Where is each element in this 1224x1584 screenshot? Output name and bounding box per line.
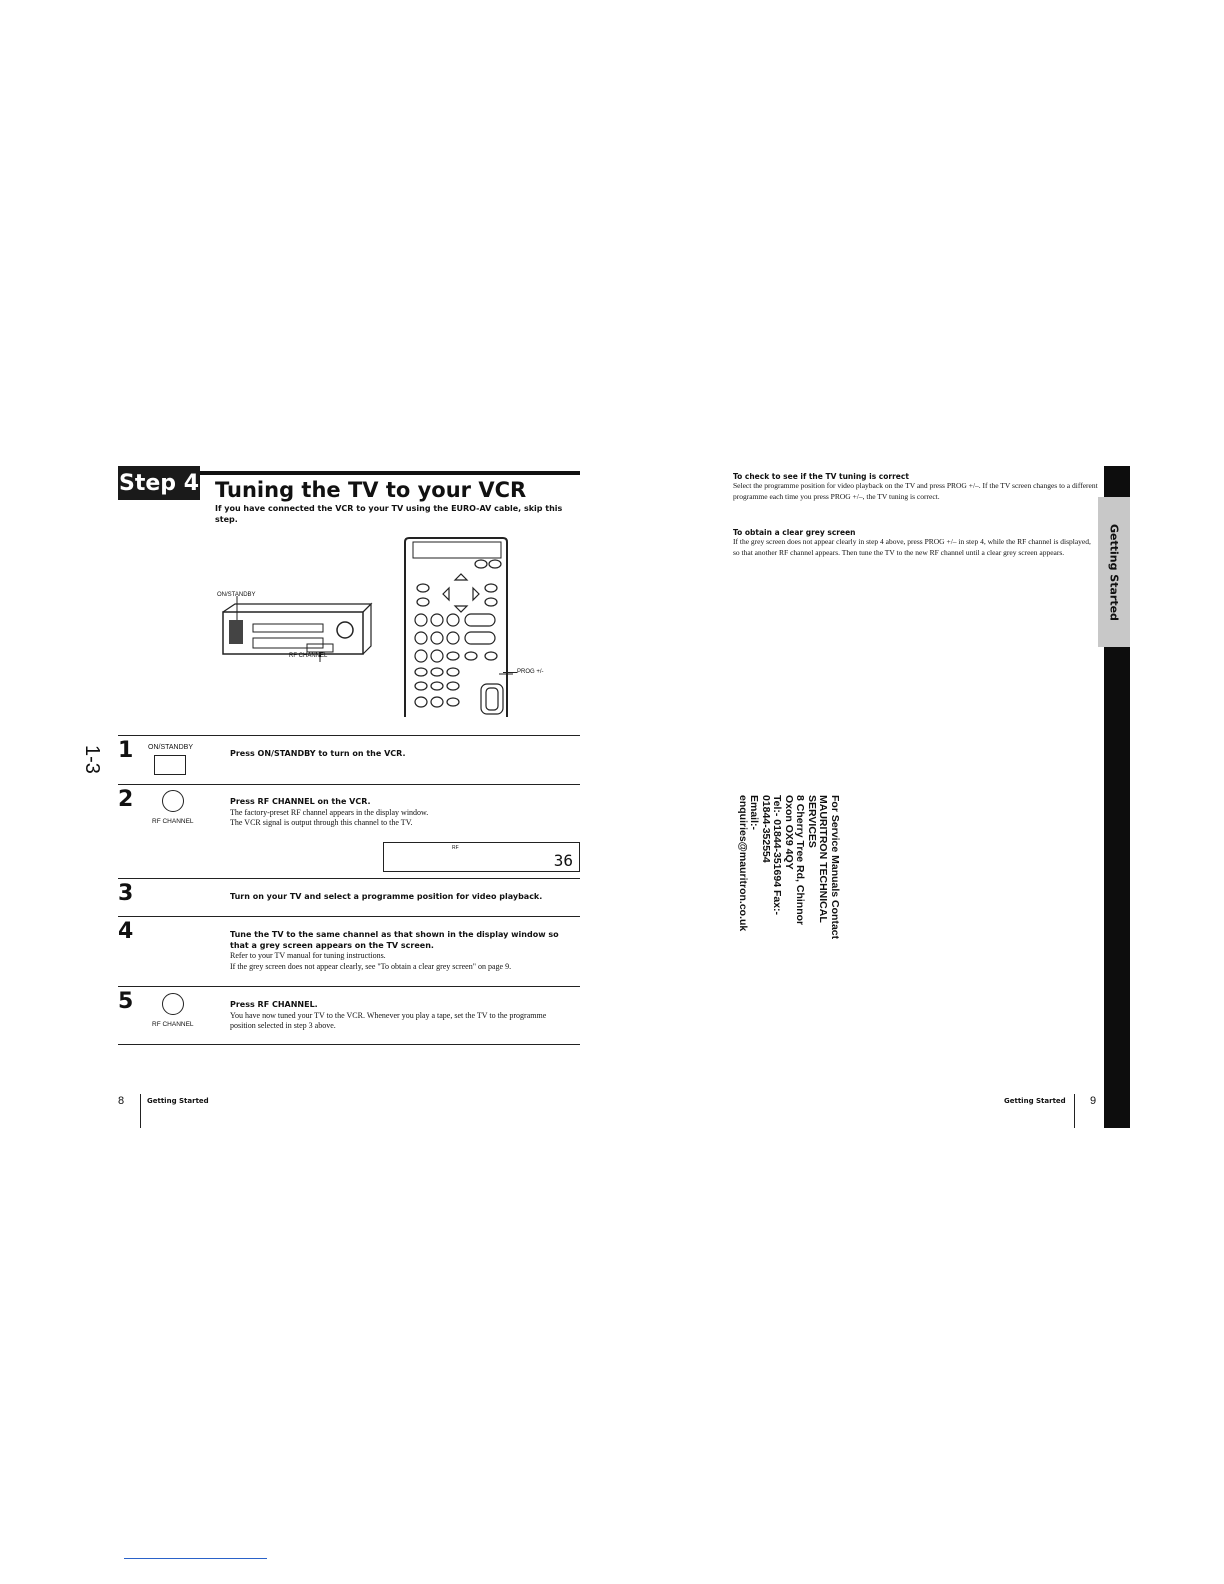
step-5-text <box>230 1000 570 1032</box>
tip-body: Select the programme position for video playback on the TV and press PROG +/–. If the TV screen changes to a different programme each time you press PROG +/–, the TV tuning is correct. <box>733 481 1098 501</box>
vcr-on-standby-label: ON/STANDBY <box>217 592 256 598</box>
rf-channel-icon-label: RF CHANNEL <box>152 1021 194 1028</box>
step-body: If the grey screen does not appear clearly, see "To obtain a clear grey screen" on page 9. <box>230 961 512 971</box>
vcr-rf-channel-label: RF CHANNEL <box>289 653 328 659</box>
page-title: Tuning the TV to your VCR <box>215 478 527 502</box>
footer-section: Getting Started <box>147 1097 209 1105</box>
step-badge: Step 4 <box>118 466 200 500</box>
title-rule <box>200 471 580 475</box>
display-window <box>383 842 580 872</box>
stamp-line: Email:- enquiries@mauritron.co.uk <box>737 795 761 932</box>
step-divider <box>118 916 580 917</box>
footer-divider <box>1074 1094 1075 1128</box>
step-divider <box>118 986 580 987</box>
step-number: 1 <box>118 738 134 763</box>
intro-text: If you have connected the VCR to your TV using the EURO-AV cable, skip this step. <box>215 504 563 524</box>
step-heading: Tune the TV to the same channel as that shown in the display window so that a grey screen appears on the TV screen. <box>230 930 559 950</box>
step-body: You have now tuned your TV to the VCR. Whenever you play a tape, set the TV to the programme position selected in step 3 above. <box>230 1010 547 1030</box>
step-1-text <box>230 749 570 760</box>
tip-heading: To obtain a clear grey screen <box>733 528 856 537</box>
step-number: 3 <box>118 881 134 906</box>
tip-block <box>733 472 1098 502</box>
vcr-power-button <box>229 620 243 644</box>
stamp-line: Tel:- 01844-351694 Fax:- 01844-352554 <box>760 795 784 916</box>
stamp-line: 8 Cherry Tree Rd, Chinnor <box>794 795 807 926</box>
tip-heading: To check to see if the TV tuning is correct <box>733 472 909 481</box>
on-standby-icon-label: ON/STANDBY <box>148 744 193 751</box>
tip-block <box>733 528 1098 558</box>
step-number: 4 <box>118 919 134 944</box>
step-heading: Press ON/STANDBY to turn on the VCR. <box>230 749 406 758</box>
step-4-text <box>230 930 575 972</box>
step-number: 5 <box>118 989 134 1014</box>
step-heading: Press RF CHANNEL on the VCR. <box>230 797 371 806</box>
rf-channel-icon <box>162 790 184 812</box>
display-window-label: RF <box>452 845 459 851</box>
step-3-text <box>230 892 580 903</box>
service-stamp <box>737 795 841 945</box>
rf-channel-icon <box>162 993 184 1015</box>
page-marker: 1-3 <box>81 745 103 774</box>
rf-channel-icon-label: RF CHANNEL <box>152 818 194 825</box>
step-number: 2 <box>118 787 134 812</box>
tip-body: If the grey screen does not appear clearly in step 4 above, press PROG +/– in step 4, while the RF channel is displayed, so that another RF channel appears. Then tune the TV to the new RF channel until a clear grey screen appears. <box>733 537 1091 557</box>
footer-section: Getting Started <box>1004 1097 1066 1105</box>
step-divider <box>118 784 580 785</box>
side-tab-label: Getting Started <box>1107 523 1121 621</box>
stamp-line: MAURITRON TECHNICAL SERVICES <box>806 795 830 923</box>
power-button-icon <box>154 755 186 775</box>
display-window-value: 36 <box>553 851 573 870</box>
step-2-text <box>230 797 570 829</box>
step-divider <box>118 735 580 736</box>
section-side-tab <box>1098 497 1130 647</box>
prog-callout-line <box>503 672 517 673</box>
footer-divider <box>140 1094 141 1128</box>
bottom-link-underline[interactable] <box>124 1558 267 1559</box>
stamp-line: Oxon OX9 4QY <box>783 795 795 870</box>
step-heading: Turn on your TV and select a programme position for video playback. <box>230 892 543 901</box>
step-body: The factory-preset RF channel appears in the display window. <box>230 807 429 817</box>
remote-illustration <box>403 536 513 718</box>
step-body: The VCR signal is output through this channel to the TV. <box>230 818 413 827</box>
step-divider <box>118 1044 580 1045</box>
step-divider <box>118 878 580 879</box>
page-number: 8 <box>118 1095 125 1107</box>
step-body: Refer to your TV manual for tuning instructions. <box>230 951 386 960</box>
stamp-line: For Service Manuals Contact <box>829 795 841 940</box>
page-number: 9 <box>1090 1095 1097 1107</box>
prog-label: PROG +/- <box>517 669 544 675</box>
step-heading: Press RF CHANNEL. <box>230 1000 318 1009</box>
